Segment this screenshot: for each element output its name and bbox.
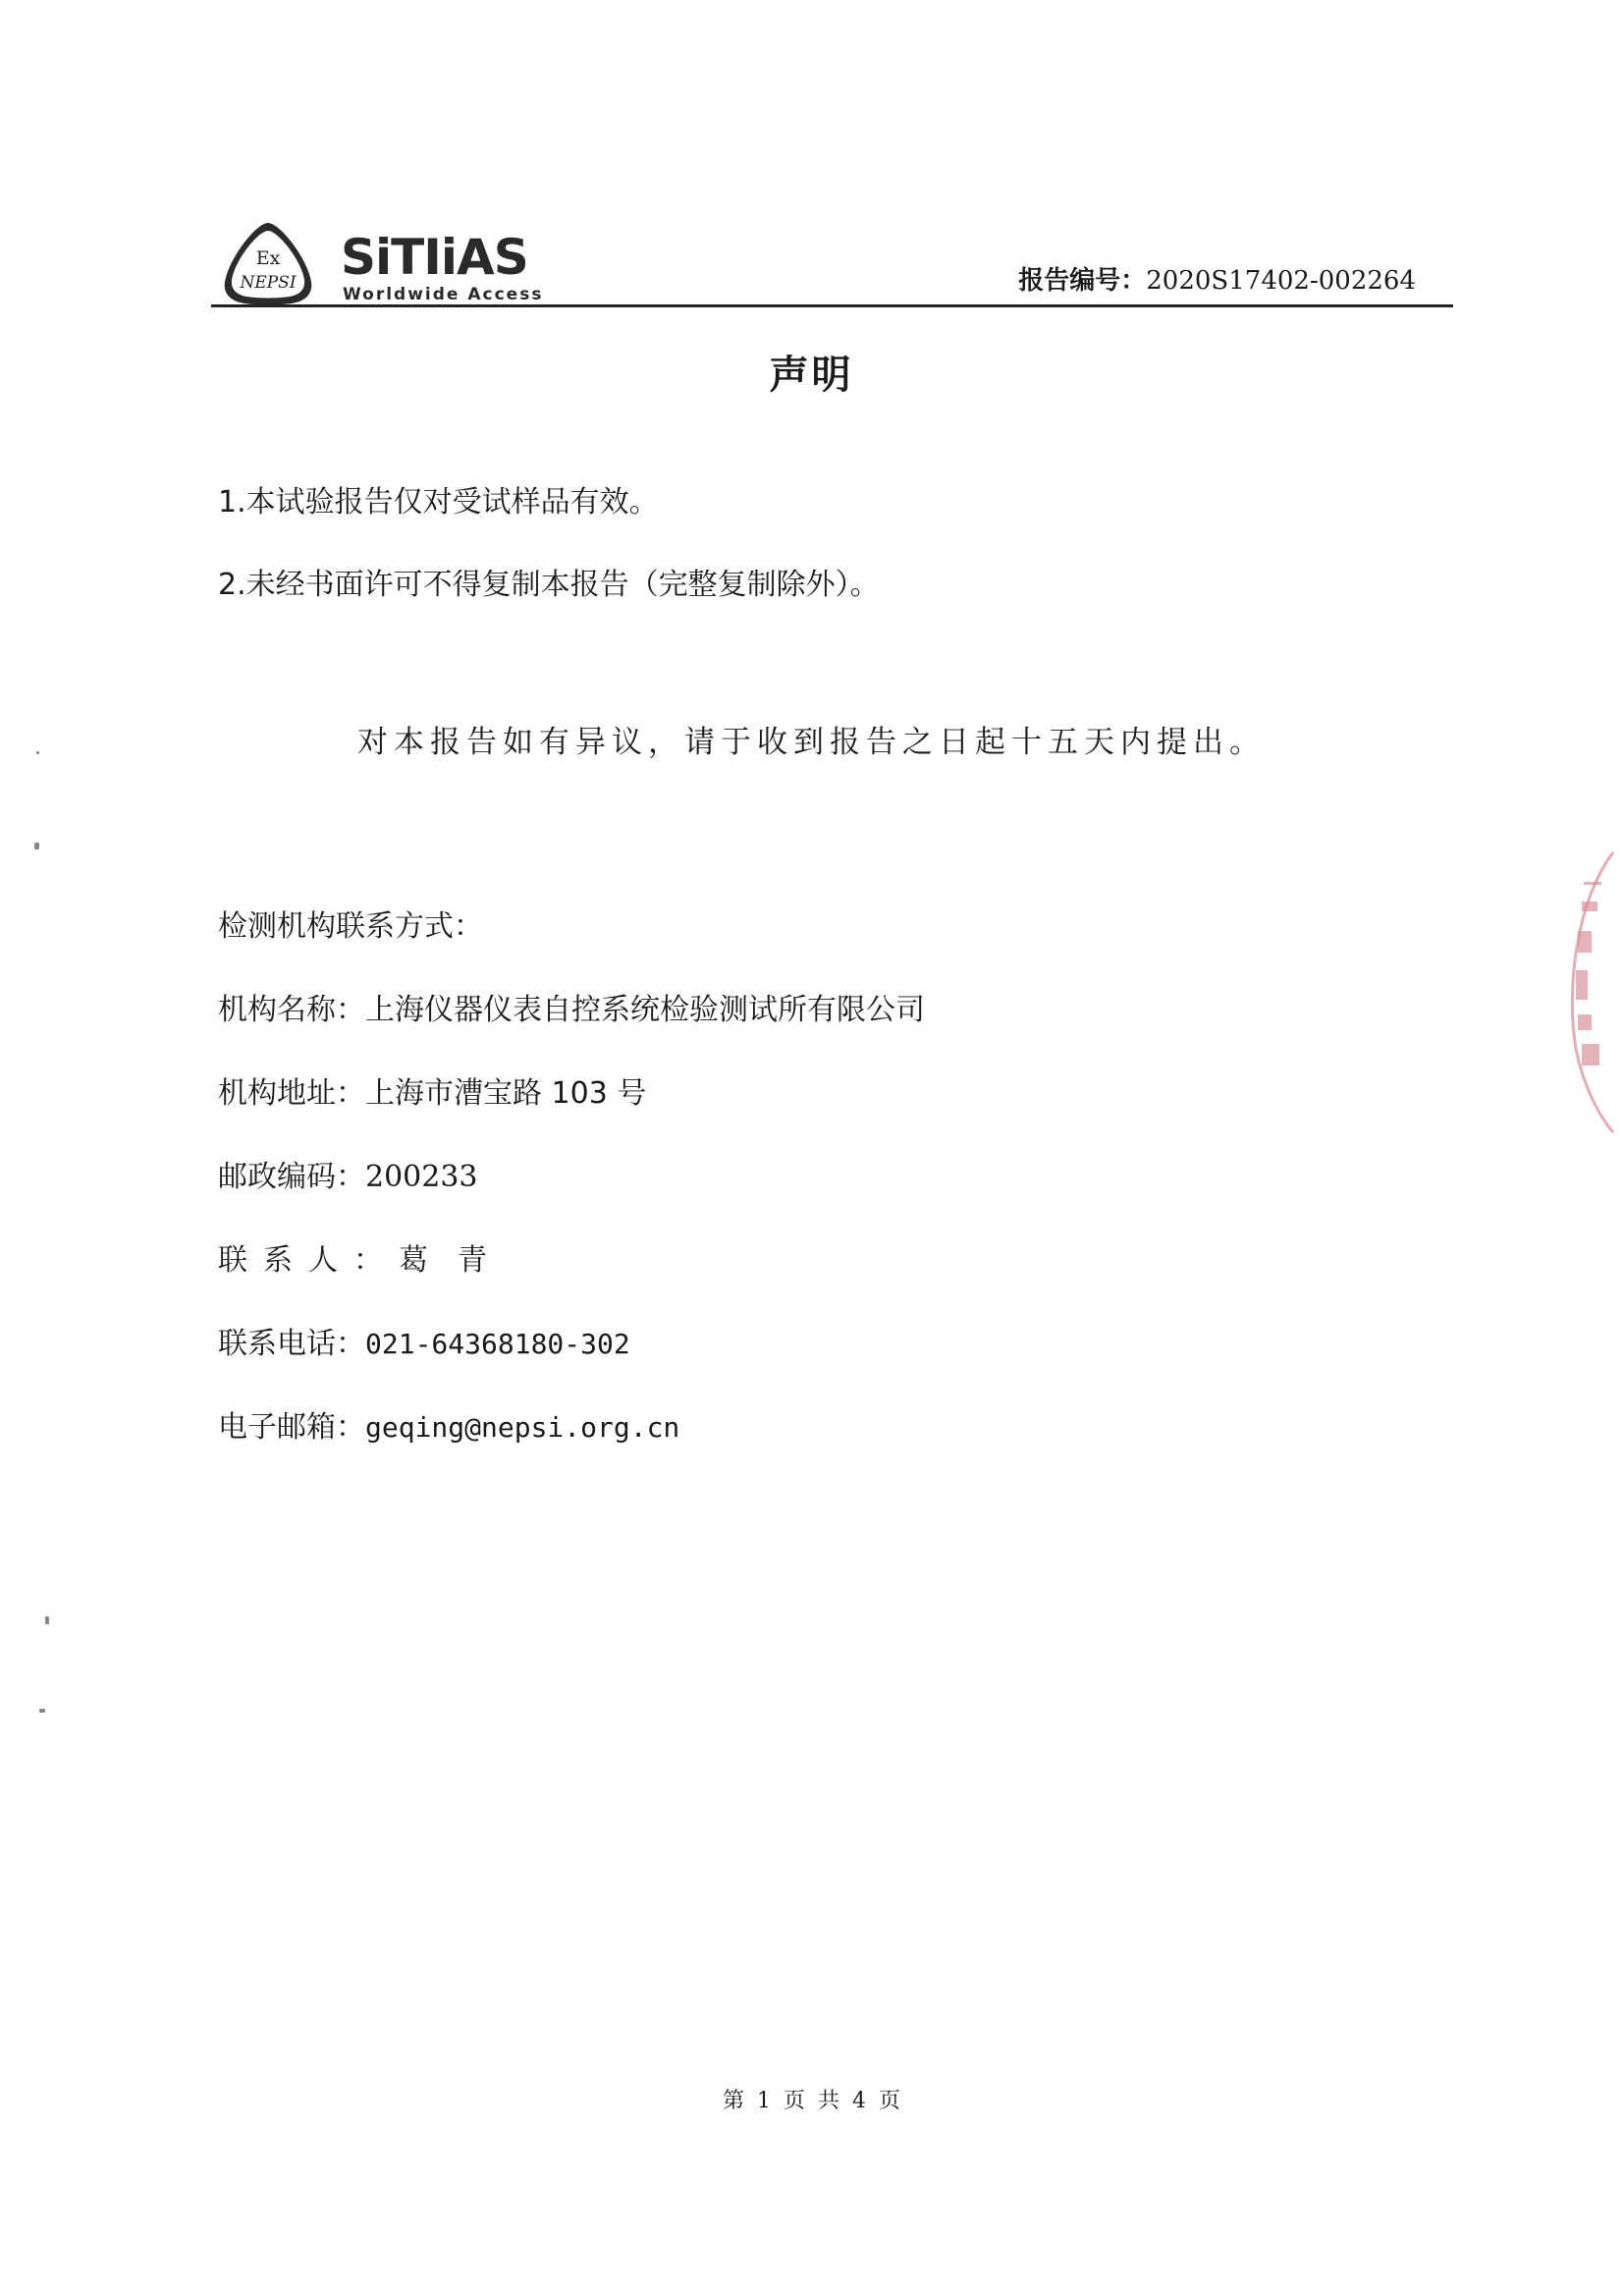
- phone-label: 联系电话：: [218, 1327, 365, 1361]
- org-label: 机构名称：: [218, 993, 365, 1027]
- report-number-label: 报告编号：: [1018, 266, 1147, 296]
- org-value: 上海仪器仪表自控系统检验测试所有限公司: [365, 993, 925, 1027]
- scan-speck: [34, 843, 39, 849]
- page-number-footer: 第 1 页 共 4 页: [723, 2089, 900, 2113]
- header-divider: [211, 304, 1453, 307]
- badge-nepsi-text: NEPSI: [240, 273, 297, 293]
- contact-block: [218, 903, 1396, 1488]
- phone-value: 021-64368180-302: [365, 1328, 630, 1360]
- postcode-value: 200233: [365, 1160, 478, 1194]
- contact-row-person: [218, 1237, 1396, 1321]
- email-label: 电子邮箱：: [218, 1410, 365, 1445]
- person-label: 联系人：: [218, 1243, 399, 1278]
- logo-tagline: Worldwide Access: [343, 285, 544, 304]
- contact-row-phone: [218, 1321, 1396, 1404]
- nepsi-ex-badge-logo: [219, 219, 317, 309]
- address-value: 上海市漕宝路 103 号: [365, 1076, 647, 1111]
- contact-row-address: [218, 1070, 1396, 1154]
- postcode-label: 邮政编码：: [218, 1160, 365, 1194]
- contact-heading: 检测机构联系方式：: [218, 909, 483, 944]
- objection-notice: 对本报告如有异议，请于收到报告之日起十五天内提出。: [357, 725, 1266, 760]
- report-number-value: 2020S17402-002264: [1146, 266, 1416, 296]
- statement-list: [218, 479, 1396, 644]
- badge-ex-text: Ex: [255, 247, 281, 269]
- partial-seal-stamp: [1556, 843, 1615, 1137]
- scan-speck: [36, 751, 39, 754]
- statement-item: 1.本试验报告仅对受试样品有效。: [218, 485, 659, 519]
- scan-speck: [39, 1709, 45, 1713]
- report-number: [1018, 260, 1416, 297]
- scan-speck: [45, 1616, 49, 1624]
- contact-row-postcode: [218, 1154, 1396, 1237]
- contact-row-org: [218, 987, 1396, 1070]
- statement-item: 2.未经书面许可不得复制本报告（完整复制除外）。: [218, 568, 880, 602]
- report-header: [211, 211, 1453, 309]
- email-value: geqing@nepsi.org.cn: [365, 1411, 680, 1444]
- logo-wordmark: SiTIiAS: [341, 229, 528, 286]
- person-value: 葛青: [399, 1243, 516, 1278]
- contact-row-email: [218, 1404, 1396, 1488]
- sitiias-logo: [339, 223, 574, 311]
- address-label: 机构地址：: [218, 1076, 365, 1111]
- page-title: 声明: [769, 353, 854, 398]
